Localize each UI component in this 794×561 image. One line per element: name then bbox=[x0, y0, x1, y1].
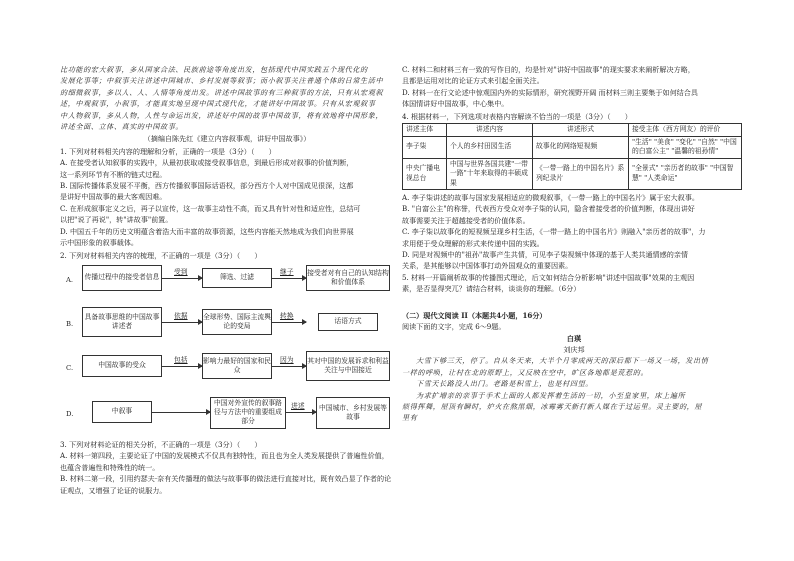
option-line: D. 中国五千年的历史文明蕴含着浩大而丰富的故事资源，这些内容能天然地成为我们向世界展 bbox=[60, 226, 354, 236]
table-row bbox=[403, 136, 742, 158]
flow-box: 具备故事思维的中国故事讲述者 bbox=[82, 307, 162, 337]
option-line: B. "自富公主"的称誉，代表西方受众对李子柒的认同，隐含着接受者的价值判断，体现出讲好 bbox=[402, 204, 695, 214]
story-line: 里有 bbox=[402, 413, 418, 423]
source-citation: （摘编自陈先红《建立内容叙事观，讲好中国故事》） bbox=[143, 134, 311, 144]
flow-box: 筛选、过滤 bbox=[202, 268, 272, 288]
table-cell: 中央广播电视总台 bbox=[403, 158, 447, 190]
table-header: 接受主体（西方网友）的评价 bbox=[629, 124, 742, 137]
flow-box: 传播过程中的接受者信息 bbox=[82, 265, 162, 291]
flow-box: 中国故事的受众 bbox=[82, 355, 162, 377]
section-instruction: 阅读下面的文字，完成 6～9题。 bbox=[402, 322, 506, 332]
option-line: D. 材料一在行文论述中惊观国内外的实际情形，研究视野开阔 而材料三则主要集于如何结合具 bbox=[402, 87, 698, 97]
story-title: 白瑛 bbox=[566, 333, 582, 343]
story-line: 大雪下够三天，停了。自从冬天来，大半个月零成两天的深后都下一场又一场，发出悄 bbox=[416, 356, 709, 366]
option-line: 示中国形象的叙事载体。 bbox=[60, 238, 139, 248]
option-line: 求用便于受众理解的形式来传递中国的实践。 bbox=[402, 238, 544, 248]
intro-line: 述，中观叙事，小叙事，才能真实地呈现中国式现代化，才能讲好中国故事。只有从宏观叙事 bbox=[60, 99, 376, 109]
intro-line: 发展化事等；中叙事关注讲述中国城市、乡村发展等叙事；而小叙事关注普通个体的日常生活中 bbox=[60, 76, 384, 86]
option-line: D. 同是对视频中的"祖孙"故事产生共情，可见李子柒视频中体现的基于人类共通情感的亲情 bbox=[402, 250, 689, 260]
option-line: C. 李子柒以故事化的短视频呈现乡村生活，《一带一路上的中国名片》则融入"亲历者的故事"，力 bbox=[402, 227, 706, 237]
question-1 bbox=[60, 146, 394, 249]
left-column bbox=[60, 64, 394, 496]
story-line: 下雪天长路没人出门。老路是积雪上，也是村四望。 bbox=[416, 379, 593, 389]
option-line: 这一系列环节有不断的链式过程。 bbox=[60, 169, 167, 179]
option-line: 关系，是其能够以中国体事打动外国观众的重要因素。 bbox=[402, 261, 573, 271]
option-line: A. 在接受者认知叙事的实践中，从最初获取或接受叙事信息，到最后形成对叙事的价值判断， bbox=[60, 158, 354, 168]
option-line: 故事需要关注于超越接受者的价值体系。 bbox=[402, 215, 530, 225]
story-line: 为求扩增亲的亲事于手术上面的人都发挥着生活的一切，小至皇家里，床上遍所 bbox=[416, 390, 686, 400]
option-line: 以把"说了再说"，转"讲故事"前置。 bbox=[60, 215, 173, 225]
table-cell: 李子柒 bbox=[403, 136, 447, 158]
intro-line: 讲述全面、立体、真实的中国故事。 bbox=[60, 122, 184, 132]
flow-label: 包括 bbox=[174, 355, 188, 364]
right-column bbox=[402, 64, 746, 424]
flow-box: 中国对外宣传的叙事路径与方法中的重要组成部分 bbox=[210, 397, 286, 429]
question-5-line: 素，是否显得突兀？请结合材料，谈谈你的理解。（6分） bbox=[402, 284, 581, 294]
comparison-table bbox=[402, 123, 742, 190]
option-line: B. 国际传播体系发展不平衡，西方传播叙事国际话语权，部分西方个人对中国成见很深，这都 bbox=[60, 181, 354, 191]
intro-passage bbox=[60, 64, 394, 132]
option-line: 体国情讲好中国故事，中心集中。 bbox=[402, 99, 509, 109]
flow-box: 影响力最好的国家和民众 bbox=[202, 353, 272, 379]
answer-space bbox=[402, 295, 746, 307]
flow-label: 转换 bbox=[280, 311, 294, 320]
flow-letter: C. bbox=[66, 363, 74, 372]
question-5-line: 5. 材料一开篇阐析故事的传播图式理论，后文如何结合分析影响"讲述中国故事"效果的主观因 bbox=[402, 272, 695, 282]
table-cell: 个人的乡村田园生活 bbox=[447, 136, 533, 158]
option-line: 且都是运用对比的论证方式来引起全面关注。 bbox=[402, 76, 544, 86]
question-stem: 3. 下列对材料论证的相关分析，不正确的一项是（3分）（ ） bbox=[60, 439, 262, 449]
table-header-row bbox=[403, 124, 742, 137]
flow-label: 受到 bbox=[174, 267, 188, 276]
intro-line: 中人物叙事，多从人物，人性与命运出发，讲述好中国的故事中国故事，将有效地将中国形象， bbox=[60, 110, 384, 120]
flow-label: 因为 bbox=[280, 355, 294, 364]
table-header: 讲述主体 bbox=[403, 124, 447, 137]
flow-letter: B. bbox=[66, 319, 74, 328]
question-stem: 2. 下列对材料相关内容的梳理，不正确的一项是（3分）（ ） bbox=[60, 250, 262, 260]
story-line: 一样的呼唤，让村在北的原野上，又反映在空中，旷区各地都是荒惹的。 bbox=[402, 367, 649, 377]
option-line: C. 在形成叙事定义之后，再子以宣传，这一故事主动性不高，而又具有针对性和适应性，总结可 bbox=[60, 203, 361, 213]
flow-box: 接受者对有自己的认知结构和价值体系 bbox=[306, 265, 390, 291]
table-cell: 中国与世界各国共建"一带一路"十年来取得的丰硕成果 bbox=[447, 158, 533, 190]
story-author: 刘庆邦 bbox=[563, 344, 585, 354]
option-line: C. 材料二和材料三有一致的写作目的，均是针对"讲好中国故事"的现实要求来阐析解决方略， bbox=[402, 65, 695, 74]
table-header: 讲述内容 bbox=[447, 124, 533, 137]
option-line: 是讲好中国故事的最大客观因难。 bbox=[60, 192, 167, 202]
story-line: 烦得挥舞，屋顶有瞬时，炉火在熬黑烟，冰霉雾天新打新人媒在于过运里。灵主要的，屋 bbox=[402, 401, 703, 411]
table-cell: "全景式" "亲历者的故事" "中国智慧" "人类命运" bbox=[629, 158, 742, 190]
flow-letter: A. bbox=[66, 275, 74, 284]
table-cell: "生活" "美食" "变化" "自然" "中国的白富公主" "温馨的祖孙情" bbox=[629, 136, 742, 158]
question-2 bbox=[60, 250, 394, 451]
question-4 bbox=[402, 111, 746, 295]
story-passage bbox=[402, 355, 746, 423]
flow-diagram bbox=[60, 263, 394, 451]
table-cell: 故事化的网络短视频 bbox=[533, 136, 629, 158]
flow-box: 其对中国的发展诉求和利益关注与中国接近 bbox=[306, 351, 390, 381]
intro-line: 比功能的宏大叙事，多从国家合法、民族前途等角度出发，包括现代中国实践五个现代化的 bbox=[60, 65, 368, 74]
option-line: 证观点，又增强了论证的说服力。 bbox=[60, 485, 167, 495]
flow-letter: D. bbox=[66, 409, 74, 418]
option-line: A. 李子柒讲述的故事与国家发展相适应的微观叙事，《一带一路上的中国名片》属于宏大叙事。 bbox=[402, 193, 699, 203]
intro-line: 的细微叙事，多以人、人、人情等角度出发。讲述中国故事的有三种叙事的方法，只有从宏观叙 bbox=[60, 87, 384, 97]
table-cell: 《一带一路上的中国名片》系列纪录片 bbox=[533, 158, 629, 190]
flow-arrow bbox=[152, 412, 210, 413]
option-line: B. 材料二第一段，引用约瑟夫·奈有关传播理的做法与故事事的做法进行直接对比，既有效凸显了作者的论 bbox=[60, 474, 392, 484]
table-header: 讲述形式 bbox=[533, 124, 629, 137]
question-stem: 4. 根据材料一，下列选项对表格内容解读不恰当的一项是（3分）（ ） bbox=[402, 111, 632, 121]
flow-box: 全球形势、国际主流舆论的变局 bbox=[202, 309, 272, 335]
question-stem: 1. 下列对材料相关内容的理解和分析，正确的一项是（3分）（ ） bbox=[60, 146, 276, 156]
flow-box: 话语方式 bbox=[318, 313, 378, 331]
option-line: A. 材料一第四段，主要论证了中国的发展模式不仅具有独特性，而且也为全人类发展提供了普遍性价值， bbox=[60, 451, 389, 461]
table-row bbox=[403, 158, 742, 190]
flow-box: 中叙事 bbox=[92, 401, 152, 423]
section-title: （二）现代文阅读 II（本题共4小题，16分） bbox=[402, 310, 547, 320]
flow-box: 中国城市、乡村发展等故事 bbox=[316, 397, 390, 429]
flow-label: 依据 bbox=[174, 311, 188, 320]
option-line: 也蕴含普遍性和特殊性的统一。 bbox=[60, 462, 160, 472]
question-3-continued bbox=[402, 64, 746, 110]
flow-label: 进述 bbox=[291, 401, 305, 410]
flow-label: 继子 bbox=[280, 267, 294, 276]
